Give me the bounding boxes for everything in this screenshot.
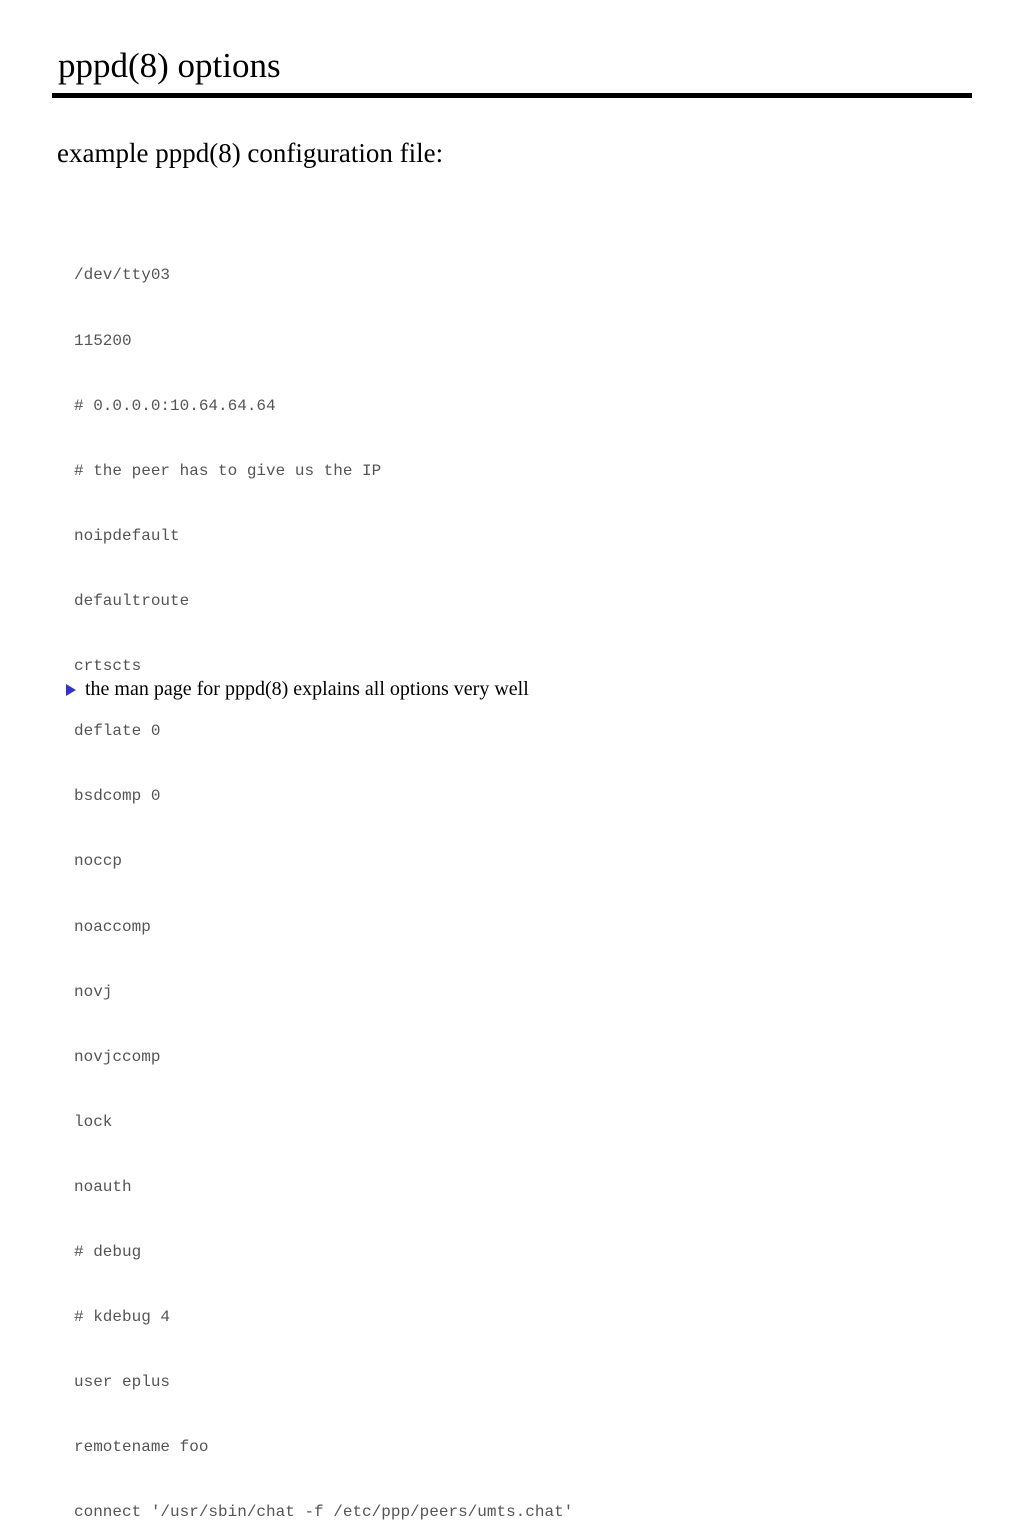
triangle-right-icon [66, 684, 76, 696]
code-line: noccp [74, 852, 123, 871]
code-line: # kdebug 4 [74, 1308, 171, 1327]
title-divider [52, 93, 972, 98]
code-line: noipdefault [74, 526, 180, 545]
code-line: deflate 0 [74, 722, 161, 741]
code-line: bsdcomp 0 [74, 787, 161, 806]
code-line: novj [74, 982, 113, 1001]
slide-subtitle: example pppd(8) configuration file: [57, 138, 444, 168]
bullet-item-label: the man page for pppd(8) explains all options very well [85, 678, 529, 700]
code-line: /dev/tty03 [74, 266, 171, 285]
code-line: 115200 [74, 331, 132, 350]
code-line: defaultroute [74, 591, 190, 610]
code-line: # the peer has to give us the IP [74, 461, 382, 480]
code-line: connect '/usr/sbin/chat -f /etc/ppp/peers/umts.chat' [74, 1503, 574, 1522]
code-line: crtscts [74, 657, 142, 676]
code-line: lock [74, 1112, 113, 1131]
code-line: user eplus [74, 1373, 171, 1392]
page-title: pppd(8) options [58, 46, 281, 85]
code-line: novjccomp [74, 1047, 161, 1066]
code-line: noauth [74, 1177, 132, 1196]
code-line: # debug [74, 1243, 142, 1262]
bullet-item [66, 678, 529, 701]
code-line: noaccomp [74, 917, 151, 936]
config-file-listing [74, 222, 573, 1536]
code-line: # 0.0.0.0:10.64.64.64 [74, 396, 276, 415]
code-line: remotename foo [74, 1438, 209, 1457]
